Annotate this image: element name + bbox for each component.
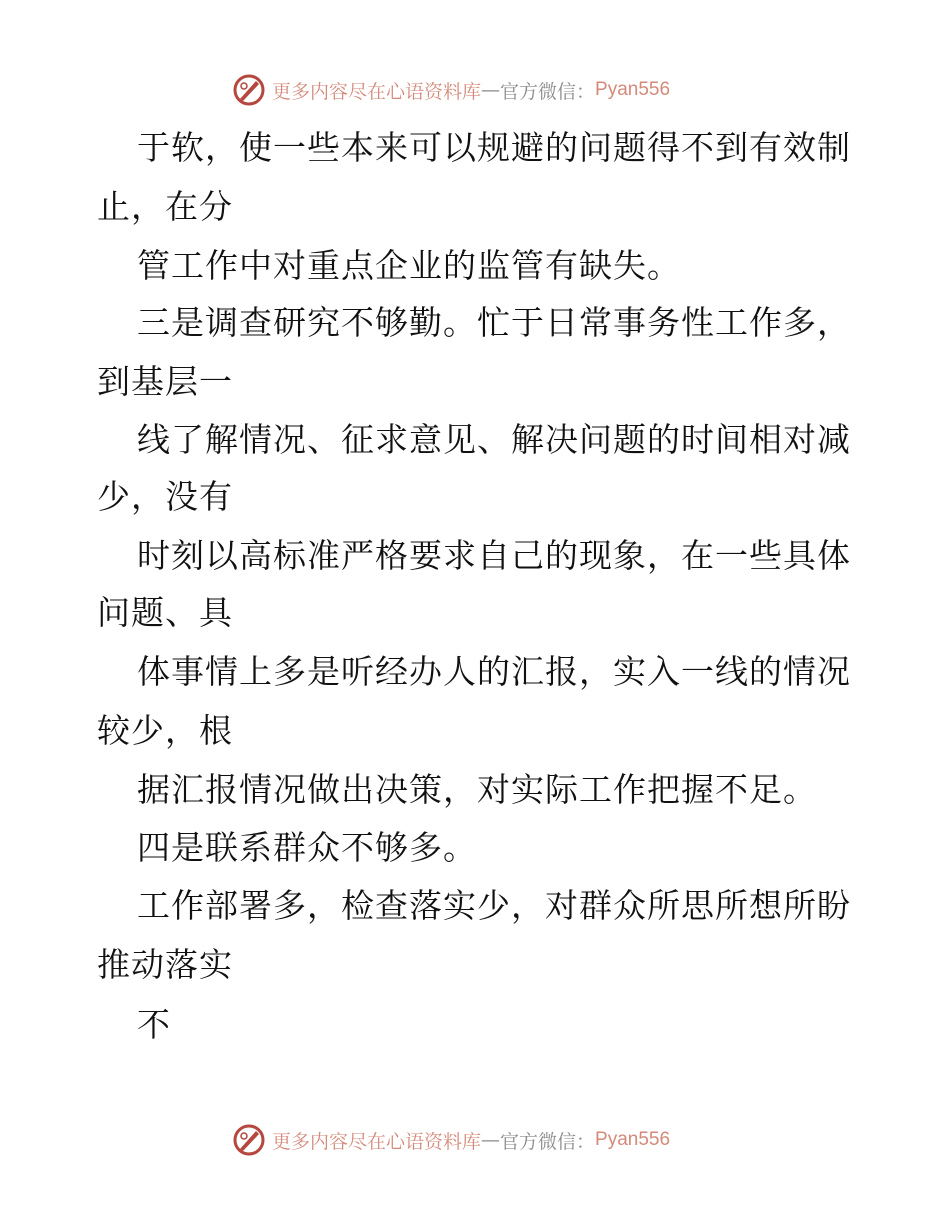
text-line: 管工作中对重点企业的监管有缺失。	[137, 246, 681, 285]
page-footer	[232, 1122, 670, 1158]
text-line: 体事情上多是听经办人的汇报，实入一线的情况	[137, 652, 850, 691]
footer-site-text: 更多内容尽在心语资料库	[272, 1130, 482, 1153]
text-line: 四是联系群众不够多。	[137, 828, 477, 867]
text-line: 推动落实	[97, 945, 233, 984]
logo-icon	[232, 73, 266, 107]
header-dash: —	[481, 79, 501, 101]
text-line: 少，没有	[97, 477, 233, 516]
header-wechat-id: Pyan556	[595, 79, 671, 100]
text-line: 于软，使一些本来可以规避的问题得不到有效制	[137, 128, 850, 167]
text-line: 问题、具	[97, 593, 233, 632]
text-line: 三是调查研究不够勤。忙于日常事务性工作多，	[137, 303, 850, 342]
page-header	[232, 72, 670, 108]
footer-wechat-id: Pyan556	[595, 1129, 671, 1150]
footer-wechat-label: 官方微信：	[500, 1130, 596, 1153]
header-wechat-label: 官方微信：	[500, 80, 596, 103]
header-site-text: 更多内容尽在心语资料库	[272, 80, 482, 103]
text-line: 止，在分	[97, 187, 233, 226]
text-line: 不	[137, 1005, 171, 1044]
text-line: 线了解情况、征求意见、解决问题的时间相对减	[137, 420, 850, 459]
footer-dash: —	[481, 1129, 501, 1151]
text-line: 据汇报情况做出决策，对实际工作把握不足。	[137, 770, 817, 809]
logo-icon	[232, 1123, 266, 1157]
text-line: 时刻以高标准严格要求自己的现象，在一些具体	[137, 536, 850, 575]
text-line: 工作部署多，检查落实少，对群众所思所想所盼	[137, 886, 850, 925]
text-line: 较少，根	[97, 711, 233, 750]
text-line: 到基层一	[97, 362, 233, 401]
